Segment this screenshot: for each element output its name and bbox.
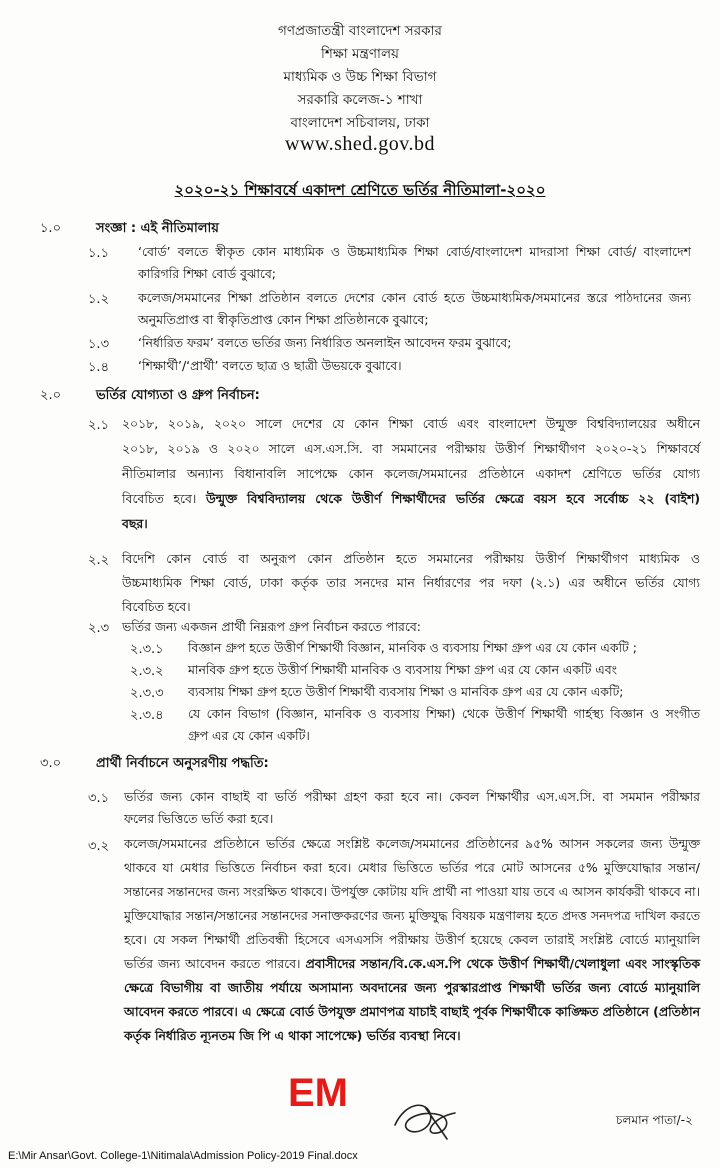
clause-2-2-line-1: বিদেশি কোন বোর্ড বা অনুরূপ কোন প্রতিষ্ঠান হতে সমমানের পরীক্ষায় উত্তীর্ণ শিক্ষার্থীগণ মাধ্যমিক ও	[122, 551, 700, 566]
clause-2-2-line-3: বিবেচিত হবে।	[122, 599, 191, 614]
clause-1-3-text: ‘নির্ধারিত ফরম’ বলতে ভর্তির জন্য নির্ধারিত অনলাইন আবেদন ফরম বুঝাবে;	[138, 335, 512, 350]
section-2-heading: ভর্তির যোগ্যতা ও গ্রুপ নির্বাচন:	[96, 388, 260, 403]
section-3-number: ৩.০	[40, 756, 62, 771]
clause-2-1-number: ২.১	[88, 418, 110, 433]
clause-2-1-bold: উন্মুক্ত বিশ্ববিদ্যালয় থেকে উত্তীর্ণ শিক্ষার্থীদের ভর্তির ক্ষেত্রে বয়স হবে সর্বোচ্চ ২২ (বাইশ)	[205, 491, 700, 506]
clause-1-2-number: ১.২	[88, 292, 110, 307]
clause-1-1-line-2: কারিগরি শিক্ষা বোর্ড বুঝাবে;	[138, 266, 276, 281]
branch-name: সরকারি কলেজ-১ শাখা	[297, 92, 423, 108]
ministry-name: শিক্ষা মন্ত্রণালয়	[321, 46, 399, 62]
clause-2-1-line-2: ২০১৮, ২০১৯ ও ২০২০ সালে এস.এস.সি. বা সমমানের পরীক্ষায় উত্তীর্ণ শিক্ষার্থীগণ ২০২০-২১ শিক্ষাবর্ষে	[122, 441, 700, 456]
clause-1-4-number: ১.৪	[88, 360, 110, 375]
clause-2-2-number: ২.২	[88, 553, 110, 568]
clause-1-2-line-2: অনুমতিপ্রাপ্ত বা স্বীকৃতিপ্রাপ্ত কোন শিক্ষা প্রতিষ্ঠানকে বুঝাবে;	[138, 312, 429, 327]
section-1-number: ১.০	[40, 221, 62, 236]
continued-page-note: চলমান পাতা/-২	[616, 1113, 693, 1127]
clause-3-2-bold: প্রবাসীদের সন্তান/বি.কে.এস.পি থেকে উত্তীর্ণ শিক্ষার্থী/খেলাধুলা এবং সাংস্কৃতিক ক্ষেত্রে বিভাগীয় বা জাতীয় পর্যায়ে অসামান্য অবদানের জন্য পুরস্কারপ্রাপ্ত শিক্ষার্থী ভর্তির জন্য বোর্ডে ম্যানুয়ালি আবেদন করতে পারবে। এ ক্ষেত্রে বোর্ড উপযুক্ত প্রমাণপত্র যাচাই বাছাই পূর্বক শিক্ষার্থীকে কাঙ্ক্ষিত প্রতিষ্ঠানে (প্রতিষ্ঠান কর্তৃক নির্ধারিত ন্যূনতম জি পি এ থাকা সাপেক্ষে) ভর্তির ব্যবস্থা নিবে।	[124, 956, 700, 1043]
clause-2-1-line-1: ২০১৮, ২০১৯, ২০২০ সালে দেশের যে কোন শিক্ষা বোর্ড এবং বাংলাদেশ উন্মুক্ত বিশ্ববিদ্যালয়ের অধীনে	[122, 416, 700, 431]
clause-2-3-3-text: ব্যবসায় শিক্ষা গ্রুপ হতে উত্তীর্ণ শিক্ষার্থী ব্যবসায় শিক্ষা ও মানবিক গ্রুপ এর যে কোন একটি;	[188, 684, 624, 699]
clause-2-3-number: ২.৩	[88, 621, 110, 636]
clause-2-1-line-4	[122, 491, 700, 511]
clause-3-1-line-1: ভর্তির জন্য কোন বাছাই বা ভর্তি পরীক্ষা গ্রহণ করা হবে না। কেবল শিক্ষার্থীর এস.এস.সি. বা সমমান পরীক্ষার	[124, 789, 700, 804]
clause-3-2-number: ৩.২	[88, 839, 110, 854]
website-url: www.shed.gov.bd	[285, 133, 435, 155]
clause-1-1-line-1: ‘বোর্ড’ বলতে স্বীকৃত কোন মাধ্যমিক ও উচ্চমাধ্যমিক শিক্ষা বোর্ড/বাংলাদেশ মাদরাসা শিক্ষা বোর্ড/ বাংলাদেশ	[138, 244, 691, 259]
clause-3-2-paragraph	[124, 832, 700, 1048]
section-2-number: ২.০	[40, 388, 62, 403]
clause-2-3-1-text: বিজ্ঞান গ্রুপ হতে উত্তীর্ণ শিক্ষার্থী বিজ্ঞান, মানবিক ও ব্যবসায় শিক্ষা গ্রুপ এর যে কোন একটি ;	[188, 640, 637, 655]
clause-2-3-4-number: ২.৩.৪	[130, 708, 164, 723]
clause-2-3-4-line-2: গ্রুপ এর যে কোন একটি।	[188, 728, 310, 743]
clause-2-3-2-number: ২.৩.২	[130, 664, 164, 679]
clause-2-1-plain: বিবেচিত হবে।	[122, 491, 197, 506]
signature-icon	[385, 1095, 475, 1145]
section-3-heading: প্রার্থী নির্বাচনে অনুসরণীয় পদ্ধতি:	[96, 756, 269, 771]
clause-2-1-line-3: নীতিমালার অন্যান্য বিধানাবলি সাপেক্ষে কোন কলেজ/সমমানের প্রতিষ্ঠানে একাদশ শ্রেণিতে ভর্তির যোগ্য	[122, 466, 700, 481]
clause-1-1-number: ১.১	[88, 246, 110, 261]
clause-1-4-text: ‘শিক্ষার্থী’/‘প্রার্থী’ বলতে ছাত্র ও ছাত্রী উভয়কে বুঝাবে।	[138, 358, 402, 373]
clause-2-2-line-2: উচ্চমাধ্যমিক শিক্ষা বোর্ড, ঢাকা কর্তৃক তার সনদের মান নির্ধারণের পর দফা (২.১) এর অধীনে ভর্তির যোগ্য	[122, 575, 700, 590]
clause-3-1-line-2: ফলের ভিত্তিতে ভর্তি করা হবে।	[124, 811, 274, 826]
division-name: মাধ্যমিক ও উচ্চ শিক্ষা বিভাগ	[283, 69, 437, 85]
clause-3-1-number: ৩.১	[88, 791, 110, 806]
clause-2-1-line-5: বছর।	[122, 516, 148, 531]
office-address: বাংলাদেশ সচিবালয়, ঢাকা	[290, 115, 430, 131]
clause-2-3-2-text: মানবিক গ্রুপ হতে উত্তীর্ণ শিক্ষার্থী মানবিক ও ব্যবসায় শিক্ষা গ্রুপ এর যে কোন একটি এবং	[188, 662, 617, 677]
em-watermark: EM	[288, 1071, 348, 1115]
file-path-footer: E:\Mir Ansar\Govt. College-1\Nitimala\Admission Policy-2019 Final.docx	[8, 1150, 358, 1162]
clause-2-3-text: ভর্তির জন্য একজন প্রার্থী নিম্নরূপ গ্রুপ নির্বাচন করতে পারবে:	[122, 619, 421, 634]
govt-name: গণপ্রজাতন্ত্রী বাংলাদেশ সরকার	[278, 23, 442, 39]
clause-2-3-1-number: ২.৩.১	[130, 642, 164, 657]
clause-2-3-4-line-1: যে কোন বিভাগ (বিজ্ঞান, মানবিক ও ব্যবসায় শিক্ষা) থেকে উত্তীর্ণ শিক্ষার্থী গার্হস্থ্য বিজ্ঞান ও সংগীত	[188, 706, 700, 721]
clause-3-2-plain: কলেজ/সমমানের প্রতিষ্ঠানে ভর্তির ক্ষেত্রে সংশ্লিষ্ট কলেজ/সমমানের প্রতিষ্ঠানের ৯৫% আসন সকলের জন্য উন্মুক্ত থাকবে যা মেধার ভিত্তিতে নির্বাচন করা হবে। মেধার ভিত্তিতে ভর্তির পরে মোট আসনের ৫% মুক্তিযোদ্ধার সন্তান/সন্তানের সন্তানদের জন্য সংরক্ষিত থাকবে। উপর্যুক্ত কোটায় যদি প্রার্থী না পাওয়া যায় তবে এ আসন কার্যকরী থাকবে না। মুক্তিযোদ্ধার সন্তান/সন্তানের সন্তানদের সনাক্তকরণের জন্য মুক্তিযুদ্ধ বিষয়ক মন্ত্রণালয় হতে প্রদত্ত সনদপত্র দাখিল করতে হবে। যে সকল শিক্ষার্থী প্রতিবন্ধী হিসেবে এসএসসি পরীক্ষায় উত্তীর্ণ হয়েছে কেবল তারাই সংশ্লিষ্ট বোর্ডে ম্যানুয়ালি ভর্তির জন্য আবেদন করতে পারবে।	[124, 836, 700, 971]
section-1-heading: সংজ্ঞা : এই নীতিমালায়	[96, 221, 219, 236]
clause-1-3-number: ১.৩	[88, 337, 110, 352]
clause-1-2-line-1: কলেজ/সমমানের শিক্ষা প্রতিষ্ঠান বলতে দেশের কোন বোর্ড হতে উচ্চমাধ্যমিক/সমমানের স্তরে পাঠদানের জন্য	[138, 290, 691, 305]
document-title: ২০২০-২১ শিক্ষাবর্ষে একাদশ শ্রেণিতে ভর্তির নীতিমালা-২০২০	[174, 181, 546, 199]
clause-2-3-3-number: ২.৩.৩	[130, 686, 164, 701]
